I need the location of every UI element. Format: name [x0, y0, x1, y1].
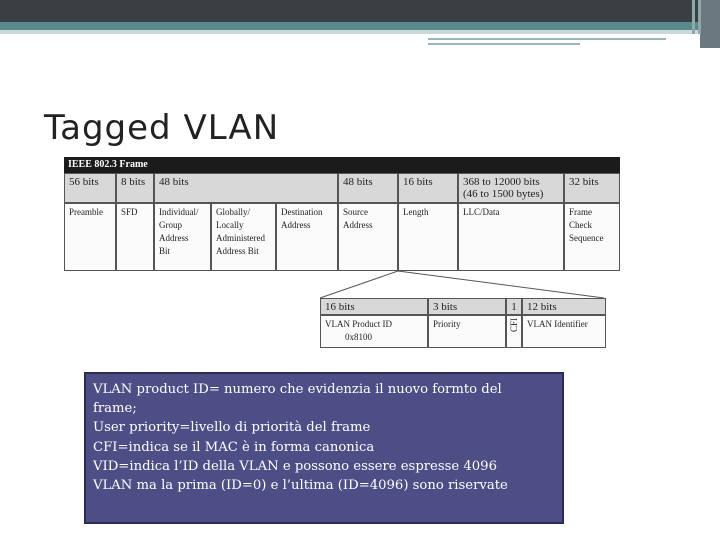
field-text: Length — [403, 207, 429, 217]
explanation-line: frame; — [93, 401, 137, 417]
size-cell-data: 368 to 12000 bits (46 to 1500 bytes) — [458, 173, 564, 203]
header-light-bar — [0, 30, 720, 34]
field-text: Destination — [281, 207, 323, 217]
header-stripe — [692, 0, 695, 34]
field-text: Administered — [216, 233, 265, 243]
vlan-frame-diagram — [64, 157, 620, 350]
tag-field-vlan-identifier — [522, 315, 606, 348]
field-text: Priority — [433, 319, 461, 329]
field-text: VLAN Product ID — [325, 319, 392, 329]
field-text: CFI — [509, 318, 519, 333]
slide-title: Tagged VLAN — [44, 108, 280, 148]
field-text: 0x8100 — [345, 332, 372, 342]
field-text: Frame — [569, 207, 592, 217]
size-cell-destination: 48 bits — [154, 173, 338, 203]
header-accent-line — [428, 43, 580, 45]
size-cell-fcs: 32 bits — [564, 173, 620, 203]
header-stripe — [698, 0, 701, 34]
field-text: Address — [343, 220, 373, 230]
field-text: Bit — [159, 246, 171, 256]
explanation-line: User priority=livello di priorità del frame — [93, 420, 371, 436]
tag-field-priority — [428, 315, 506, 348]
tag-size-vid: 12 bits — [522, 298, 606, 315]
size-cell-source: 48 bits — [338, 173, 398, 203]
field-text: SFD — [121, 207, 138, 217]
tag-size-cfi: 1 — [506, 298, 522, 315]
size-cell-sfd: 8 bits — [116, 173, 154, 203]
expansion-line-left — [320, 271, 398, 298]
explanation-line: VLAN product ID= numero che evidenzia il nuovo formto del — [93, 382, 502, 397]
explanation-line: CFI=indica se il MAC è in forma canonica — [93, 439, 375, 455]
header-accent-line — [428, 38, 666, 40]
explanation-box — [84, 372, 564, 524]
field-text: VLAN Identifier — [527, 319, 588, 329]
field-text: Address — [159, 233, 189, 243]
field-text: Sequence — [569, 233, 604, 243]
tag-field-vlan-product-id — [320, 315, 428, 348]
field-text: Globally/ — [216, 207, 250, 217]
field-text: Address Bit — [216, 246, 259, 256]
tag-size-priority: 3 bits — [428, 298, 506, 315]
explanation-line: VID=indica l’ID della VLAN e possono essere espresse 4096 — [93, 458, 497, 474]
tag-field-cfi — [506, 315, 522, 348]
size-cell-length: 16 bits — [398, 173, 458, 203]
field-text: LLC/Data — [463, 207, 500, 217]
field-text: Locally — [216, 220, 244, 230]
explanation-line: VLAN ma la prima (ID=0) e l’ultima (ID=4096) sono riservate — [93, 478, 508, 494]
field-text: Check — [569, 220, 592, 230]
header-dark-bar — [0, 0, 720, 22]
header-decoration — [0, 0, 720, 48]
field-text: Individual/ — [159, 207, 199, 217]
field-text: Address — [281, 220, 311, 230]
field-text: Source — [343, 207, 368, 217]
header-right-panel — [700, 0, 720, 48]
header-teal-bar — [0, 22, 720, 30]
field-text: Preamble — [69, 207, 103, 217]
tag-size-tpid: 16 bits — [320, 298, 428, 315]
frame-label: IEEE 802.3 Frame — [64, 157, 620, 173]
expansion-line-right — [398, 271, 604, 298]
size-cell-preamble: 56 bits — [64, 173, 116, 203]
field-text: Group — [159, 220, 182, 230]
